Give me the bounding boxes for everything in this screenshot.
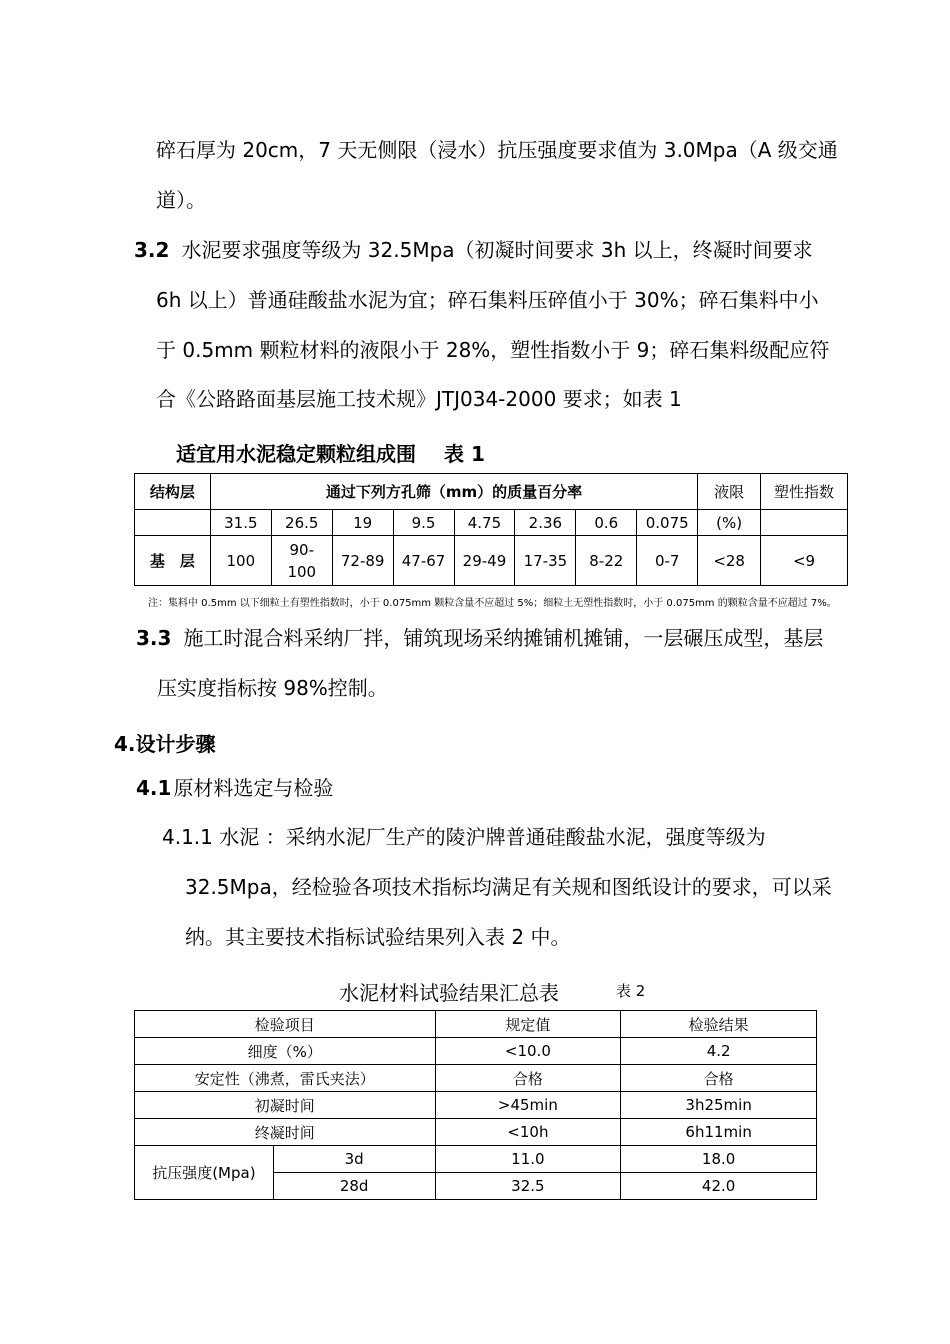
section-4-1-line bbox=[136, 778, 333, 798]
paragraph-line: 6h 以上）普通硅酸盐水泥为宜；碎石集料压碎值小于 30%；碎石集料中小 bbox=[156, 288, 819, 312]
spec-value: >45min bbox=[435, 1092, 621, 1119]
table1-caption-number: 表 1 bbox=[444, 442, 485, 466]
sieve-size: 4.75 bbox=[454, 510, 515, 536]
header-test-result: 检验结果 bbox=[621, 1011, 817, 1038]
sieve-size: 19 bbox=[332, 510, 393, 536]
test-result: 6h11min bbox=[621, 1119, 817, 1146]
pass-value: 90- 100 bbox=[271, 536, 332, 586]
paragraph-line: 于 0.5mm 颗粒材料的液限小于 28%，塑性指数小于 9；碎石集料级配应符 bbox=[156, 338, 830, 362]
sieve-size: 0.6 bbox=[576, 510, 637, 536]
table1-caption-text: 适宜用水泥稳定颗粒组成围 bbox=[176, 442, 416, 466]
sieve-size: 0.075 bbox=[637, 510, 698, 536]
test-result: 18.0 bbox=[621, 1146, 817, 1173]
header-test-item: 检验项目 bbox=[135, 1011, 436, 1038]
section-3-3-line bbox=[136, 628, 823, 648]
sieve-size: 26.5 bbox=[271, 510, 332, 536]
test-item: 细度（%） bbox=[135, 1038, 436, 1065]
cement-test-table bbox=[134, 1010, 817, 1200]
section-3-2-line bbox=[134, 240, 813, 260]
spec-value: 合格 bbox=[435, 1065, 621, 1092]
header-structure-layer: 结构层 bbox=[135, 474, 211, 510]
test-result: 42.0 bbox=[621, 1173, 817, 1200]
test-item: 终凝时间 bbox=[135, 1119, 436, 1146]
liquid-limit-value: <28 bbox=[698, 536, 761, 586]
strength-age: 28d bbox=[273, 1173, 435, 1200]
spec-value: 32.5 bbox=[435, 1173, 621, 1200]
empty-cell bbox=[135, 510, 211, 536]
sieve-size: 9.5 bbox=[393, 510, 454, 536]
spec-value: <10h bbox=[435, 1119, 621, 1146]
sieve-size: 2.36 bbox=[515, 510, 576, 536]
paragraph-line: 纳。其主要技术指标试验结果列入表 2 中。 bbox=[185, 925, 571, 949]
pass-value: 100 bbox=[210, 536, 271, 586]
sieve-size: 31.5 bbox=[210, 510, 271, 536]
section-number: 3.2 bbox=[134, 238, 170, 262]
table2-caption: 水泥材料试验结果汇总表 bbox=[339, 981, 559, 1005]
header-passing-percent: 通过下列方孔筛（mm）的质量百分率 bbox=[210, 474, 697, 510]
paragraph-line: 碎石厚为 20cm，7 天无侧限（浸水）抗压强度要求值为 3.0Mpa（A 级交通 bbox=[156, 138, 838, 162]
pass-value: 29-49 bbox=[454, 536, 515, 586]
paragraph-line: 4.1.1 水泥 ：采纳水泥厂生产的陵沪牌普通硅酸盐水泥，强度等级为 bbox=[162, 825, 766, 849]
paragraph-text: 原材料选定与检验 bbox=[173, 776, 334, 800]
section-number: 3.3 bbox=[136, 626, 172, 650]
table1-caption bbox=[176, 438, 485, 467]
paragraph-line: 道）。 bbox=[156, 188, 206, 212]
test-result: 3h25min bbox=[621, 1092, 817, 1119]
paragraph-line: 32.5Mpa，经检验各项技术指标均满足有关规和图纸设计的要求，可以采 bbox=[185, 875, 832, 899]
paragraph-text: 水泥要求强度等级为 32.5Mpa（初凝时间要求 3h 以上，终凝时间要求 bbox=[181, 238, 813, 262]
section-heading-4: 4.设计步骤 bbox=[114, 732, 216, 756]
grading-table bbox=[134, 473, 848, 586]
table2-caption-number: 表 2 bbox=[616, 982, 646, 1000]
test-item: 初凝时间 bbox=[135, 1092, 436, 1119]
empty-cell bbox=[761, 510, 848, 536]
table1-note: 注：集料中 0.5mm 以下细粒土有塑性指数时，小于 0.075mm 颗粒含量不应超过 5%；细粒土无塑性指数时，小于 0.075mm 的颗粒含量不应超过 7%。 bbox=[148, 598, 837, 609]
paragraph-line: 压实度指标按 98%控制。 bbox=[157, 676, 388, 700]
liquid-limit-unit: (%) bbox=[698, 510, 761, 536]
paragraph-line: 合《公路路面基层施工技术规》JTJ034-2000 要求；如表 1 bbox=[156, 387, 682, 411]
strength-age: 3d bbox=[273, 1146, 435, 1173]
plasticity-index-value: <9 bbox=[761, 536, 848, 586]
test-result: 合格 bbox=[621, 1065, 817, 1092]
spec-value: 11.0 bbox=[435, 1146, 621, 1173]
pass-value: 72-89 bbox=[332, 536, 393, 586]
header-plasticity-index: 塑性指数 bbox=[761, 474, 848, 510]
pass-value: 8-22 bbox=[576, 536, 637, 586]
header-spec-value: 规定值 bbox=[435, 1011, 621, 1038]
header-liquid-limit: 液限 bbox=[698, 474, 761, 510]
spec-value: <10.0 bbox=[435, 1038, 621, 1065]
pass-value: 0-7 bbox=[637, 536, 698, 586]
paragraph-text: 施工时混合料采纳厂拌，铺筑现场采纳摊铺机摊铺，一层碾压成型，基层 bbox=[183, 626, 824, 650]
pass-value: 17-35 bbox=[515, 536, 576, 586]
row-label-base: 基 层 bbox=[135, 536, 211, 586]
strength-label: 抗压强度(Mpa) bbox=[135, 1146, 274, 1200]
pass-value: 47-67 bbox=[393, 536, 454, 586]
test-result: 4.2 bbox=[621, 1038, 817, 1065]
section-number: 4.1 bbox=[136, 776, 172, 800]
test-item: 安定性（沸煮，雷氏夹法） bbox=[135, 1065, 436, 1092]
